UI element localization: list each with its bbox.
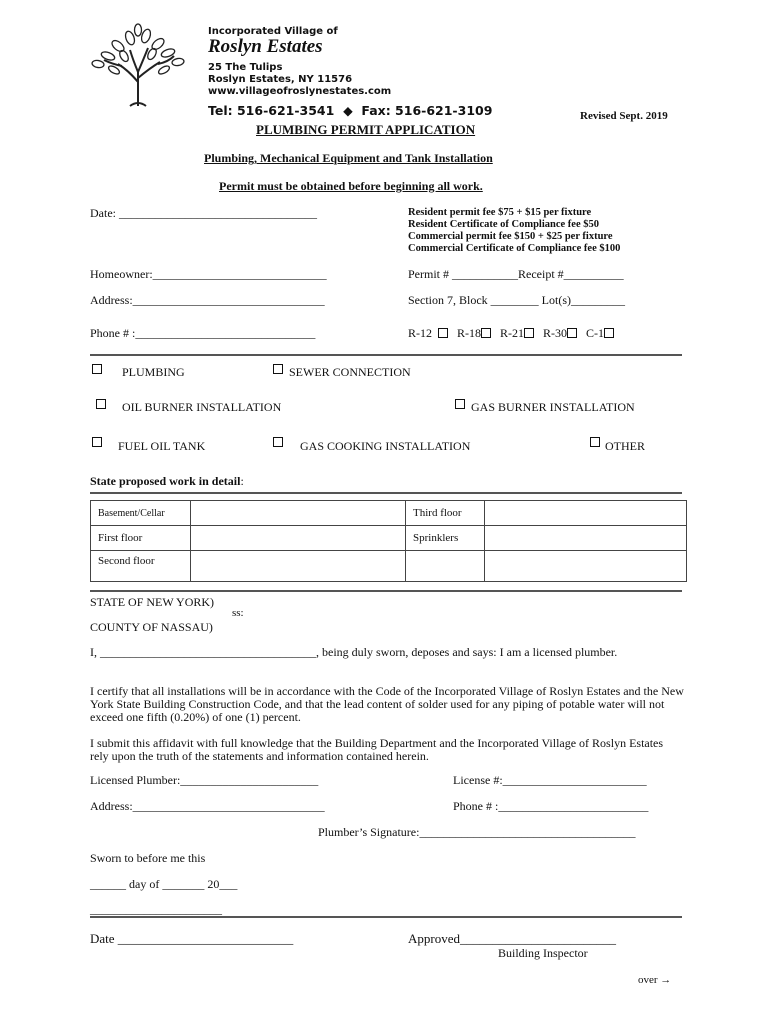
affidavit-divider	[90, 590, 682, 592]
certify-paragraph: I certify that all installations will be in accordance with the Code of the Incorporated Village of Roslyn Estates and the New York State Building Construction Code, and that the lead content of solder used for any piping of potable water will not exceed one fifth (0.20%) of one (1) percent.	[90, 684, 684, 724]
permit-receipt-field[interactable]: Permit # ___________Receipt #__________	[408, 267, 624, 281]
third-floor-input[interactable]	[485, 501, 687, 526]
county-line: COUNTY OF NASSAU)	[90, 620, 213, 634]
basement-input[interactable]	[191, 501, 406, 526]
table-row	[91, 526, 687, 551]
approved-field[interactable]: Approved________________________	[408, 931, 616, 946]
address-line2: Roslyn Estates, NY 11576	[208, 74, 353, 85]
sworn-statement: I, ____________________________________, being duly sworn, deposes and says: I am a licensed plumber.	[90, 645, 618, 659]
fax-number: Fax: 516-621-3109	[361, 103, 493, 118]
building-inspector-label: Building Inspector	[498, 946, 588, 960]
sprinklers-cell: Sprinklers	[406, 526, 485, 551]
basement-cell: Basement/Cellar	[91, 501, 191, 526]
state-line: STATE OF NEW YORK)	[90, 595, 215, 609]
first-floor-input[interactable]	[191, 526, 406, 551]
oil-burner-checkbox[interactable]	[96, 399, 106, 409]
licensed-plumber-field[interactable]: Licensed Plumber:_______________________	[90, 773, 319, 787]
date-field[interactable]: Date: _________________________________	[90, 206, 317, 220]
oil-burner-label: OIL BURNER INSTALLATION	[122, 400, 282, 414]
over-arrow-label: over →	[638, 974, 672, 986]
notary-signature-line[interactable]: ______________________	[90, 902, 222, 916]
zone-r12-label: R-12	[408, 326, 432, 340]
zone-c1-label: C-1	[586, 326, 604, 340]
village-tree-logo	[88, 20, 188, 108]
empty-input[interactable]	[485, 551, 687, 582]
zone-options	[408, 326, 614, 341]
address-line1: 25 The Tulips	[208, 62, 283, 73]
section-divider	[90, 354, 682, 356]
diamond-separator-icon: ◆	[343, 103, 353, 118]
footer-divider	[90, 916, 682, 918]
other-checkbox[interactable]	[590, 437, 600, 447]
fee-line-1: Resident permit fee $75 + $15 per fixture	[408, 207, 592, 218]
proposed-work-title: State proposed work in detail	[90, 474, 241, 488]
other-label: OTHER	[605, 439, 645, 453]
form-title: PLUMBING PERMIT APPLICATION	[256, 122, 476, 137]
plumbing-checkbox[interactable]	[92, 364, 102, 374]
sprinklers-input[interactable]	[485, 526, 687, 551]
sewer-connection-label: SEWER CONNECTION	[289, 365, 411, 379]
table-row	[91, 551, 687, 582]
permit-notice: Permit must be obtained before beginning all work.	[219, 179, 483, 193]
zone-c1-checkbox[interactable]	[604, 328, 614, 338]
zone-r12-checkbox[interactable]	[438, 328, 448, 338]
fuel-oil-tank-label: FUEL OIL TANK	[118, 439, 206, 453]
empty-cell	[406, 551, 485, 582]
fuel-oil-tank-checkbox[interactable]	[92, 437, 102, 447]
village-name: Roslyn Estates	[208, 36, 323, 57]
table-row	[91, 501, 687, 526]
plumber-address-field[interactable]: Address:________________________________	[90, 799, 325, 813]
contact-line	[208, 103, 492, 118]
approval-date-field[interactable]: Date ___________________________	[90, 931, 294, 946]
fee-line-4: Commercial Certificate of Compliance fee $100	[408, 243, 621, 254]
fee-line-3: Commercial permit fee $150 + $25 per fixture	[408, 231, 613, 242]
section-block-lot-field[interactable]: Section 7, Block ________ Lot(s)_________	[408, 293, 625, 307]
homeowner-field[interactable]: Homeowner:_____________________________	[90, 267, 327, 281]
third-floor-cell: Third floor	[406, 501, 485, 526]
zone-r30-checkbox[interactable]	[567, 328, 577, 338]
plumber-phone-field[interactable]: Phone # :_________________________	[453, 799, 649, 813]
zone-r21-label: R-21	[500, 326, 524, 340]
proposed-work-table	[90, 500, 687, 582]
revised-date: Revised Sept. 2019	[580, 110, 668, 122]
gas-cooking-label: GAS COOKING INSTALLATION	[300, 439, 471, 453]
sworn-before-label: Sworn to before me this	[90, 851, 206, 865]
address-field[interactable]: Address:________________________________	[90, 293, 325, 307]
license-number-field[interactable]: License #:________________________	[453, 773, 647, 787]
fee-line-2: Resident Certificate of Compliance fee $50	[408, 219, 599, 230]
incorporated-label: Incorporated Village of	[208, 26, 338, 37]
zone-r18-checkbox[interactable]	[481, 328, 491, 338]
gas-burner-checkbox[interactable]	[455, 399, 465, 409]
gas-cooking-checkbox[interactable]	[273, 437, 283, 447]
first-floor-cell: First floor	[91, 526, 191, 551]
second-floor-input[interactable]	[191, 551, 406, 582]
sewer-connection-checkbox[interactable]	[273, 364, 283, 374]
second-floor-cell: Second floor	[91, 551, 191, 582]
zone-r18-label: R-18	[457, 326, 481, 340]
proposed-work-colon: :	[240, 474, 244, 488]
day-of-field[interactable]: ______ day of _______ 20___	[90, 877, 238, 891]
website-link[interactable]: www.villageofroslynestates.com	[208, 86, 392, 97]
ss-label: ss:	[232, 607, 244, 619]
plumber-signature-field[interactable]: Plumber’s Signature:____________________________________	[318, 825, 636, 839]
zone-r21-checkbox[interactable]	[524, 328, 534, 338]
proposed-work-heading	[90, 474, 244, 489]
form-subtitle: Plumbing, Mechanical Equipment and Tank Installation	[204, 151, 493, 165]
tel-number: Tel: 516-621-3541	[208, 103, 335, 118]
gas-burner-label: GAS BURNER INSTALLATION	[471, 400, 635, 414]
plumbing-label: PLUMBING	[122, 365, 185, 379]
phone-field[interactable]: Phone # :______________________________	[90, 326, 316, 340]
zone-r30-label: R-30	[543, 326, 567, 340]
submit-paragraph: I submit this affidavit with full knowledge that the Building Department and the Incorporated Village of Roslyn Estates rely upon the truth of the statements and information contained herein.	[90, 736, 664, 763]
proposed-work-divider	[90, 492, 682, 494]
